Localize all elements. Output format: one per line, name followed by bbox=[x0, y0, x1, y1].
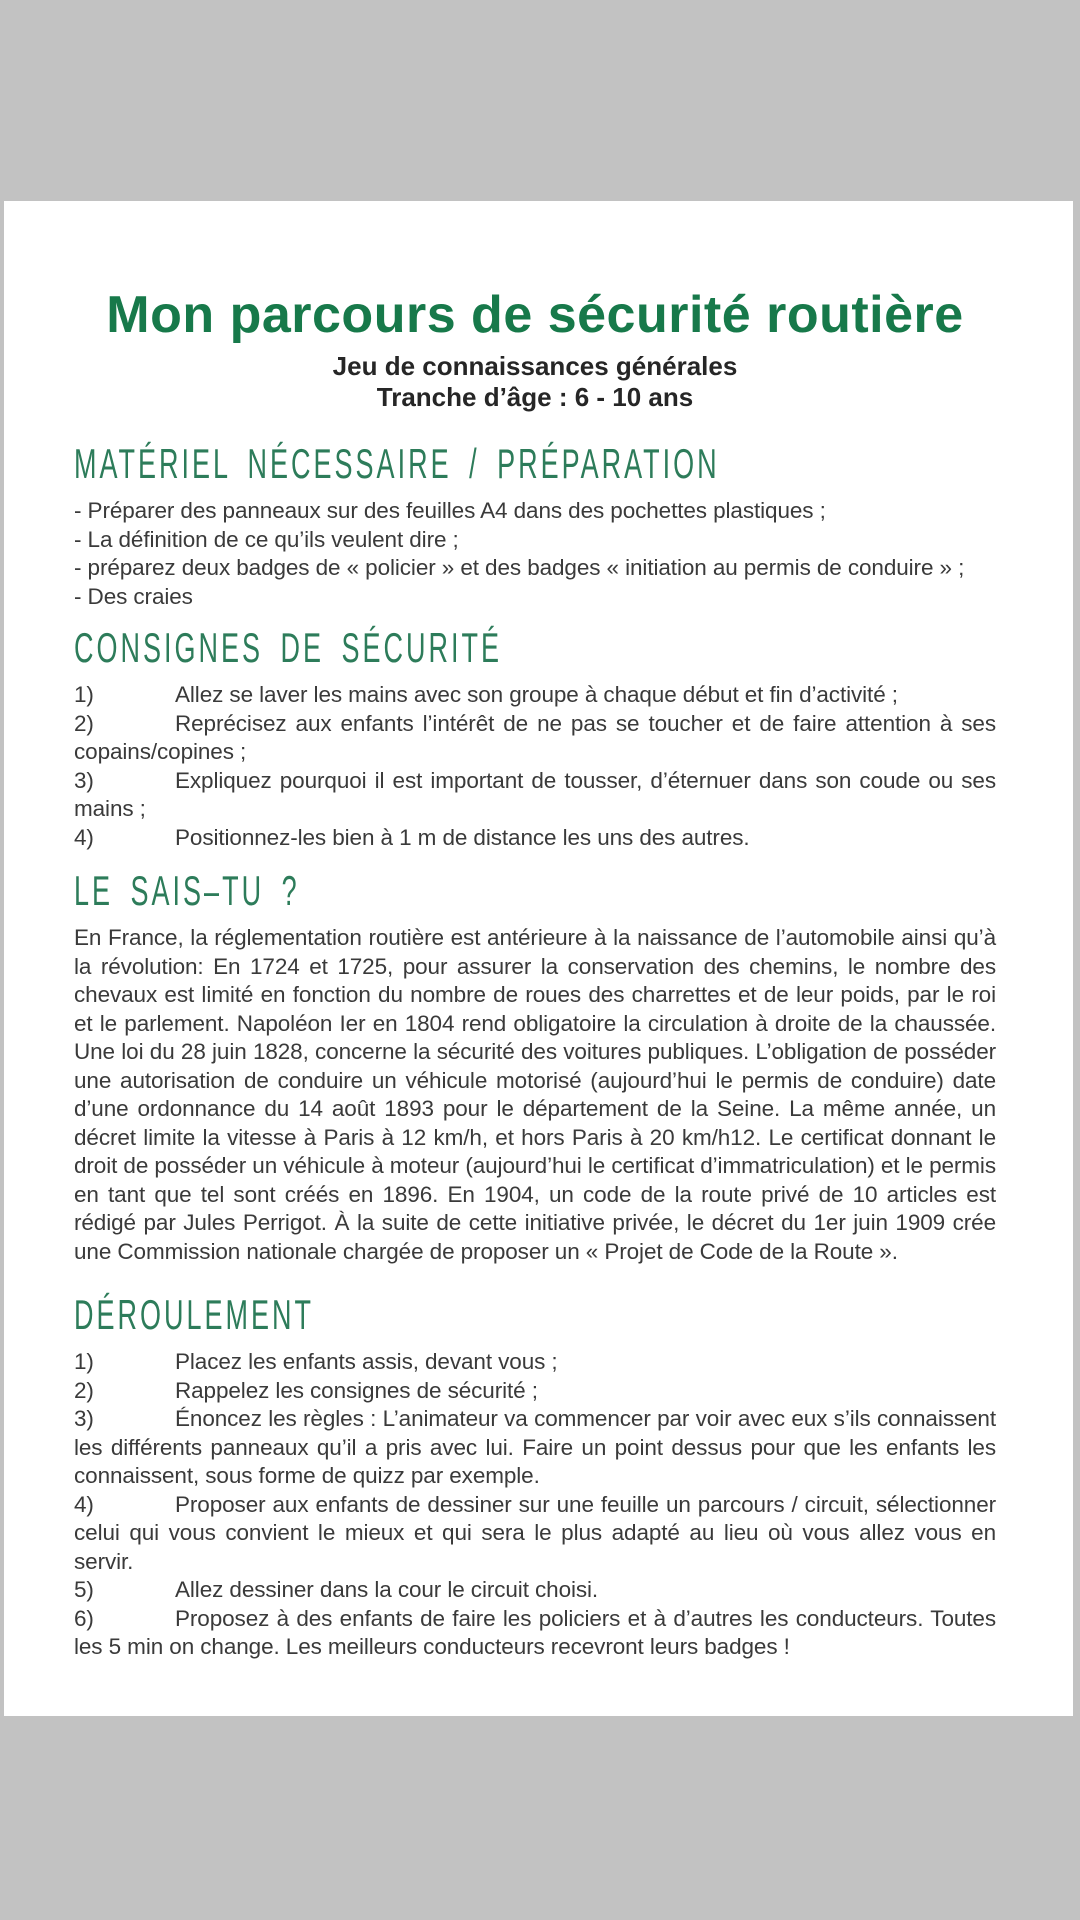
numbered-item bbox=[74, 1605, 996, 1662]
section-heading-consignes bbox=[74, 624, 996, 675]
subtitle-line-1: Jeu de connaissances générales bbox=[332, 351, 738, 381]
item-text: Allez se laver les mains avec son groupe à chaque début et fin d’activité ; bbox=[175, 682, 898, 707]
item-text: Reprécisez aux enfants l’intérêt de ne pas se toucher et de faire attention à ses copains/copines ; bbox=[74, 710, 996, 764]
item-text: Expliquez pourquoi il est important de tousser, d’éternuer dans son coude ou ses mains ; bbox=[74, 767, 996, 821]
section-le-sais-tu bbox=[74, 867, 996, 1266]
item-number: 6) bbox=[74, 1605, 94, 1631]
item-number: 2) bbox=[74, 710, 94, 736]
item-text: Rappelez les consignes de sécurité ; bbox=[175, 1377, 538, 1403]
section-deroulement bbox=[74, 1291, 996, 1662]
item-text: Proposez à des enfants de faire les policiers et à d’autres les conducteurs. Toutes les 5 min on change. Les meilleurs conducteurs recevront leurs badges ! bbox=[74, 1605, 996, 1659]
item-number: 4) bbox=[74, 1491, 94, 1517]
section-heading-text: LE SAIS–TU ? bbox=[74, 867, 300, 915]
item-number: 2) bbox=[74, 1377, 94, 1403]
section-materiel bbox=[74, 440, 996, 611]
subtitle-line-2: Tranche d’âge : 6 - 10 ans bbox=[376, 382, 694, 412]
item-text: Positionnez-les bien à 1 m de distance les uns des autres. bbox=[175, 824, 750, 850]
page-title: Mon parcours de sécurité routière bbox=[106, 286, 964, 344]
numbered-item bbox=[74, 767, 996, 824]
item-number: 5) bbox=[74, 1577, 94, 1602]
numbered-item bbox=[74, 1377, 996, 1406]
numbered-item bbox=[74, 824, 996, 853]
section-heading-le-sais-tu bbox=[74, 867, 996, 918]
numbered-item bbox=[74, 1491, 996, 1577]
item-number: 1) bbox=[74, 682, 94, 707]
bullet-line: - La définition de ce qu’ils veulent dire ; bbox=[74, 526, 459, 552]
document-body bbox=[74, 440, 996, 1662]
item-text: Allez dessiner dans la cour le circuit choisi. bbox=[175, 1577, 599, 1602]
item-number: 4) bbox=[74, 824, 94, 850]
section-heading-deroulement bbox=[74, 1291, 996, 1342]
bullet-line: - Préparer des panneaux sur des feuilles A4 dans des pochettes plastiques ; bbox=[74, 498, 826, 523]
numbered-item bbox=[74, 681, 996, 710]
item-text: Placez les enfants assis, devant vous ; bbox=[175, 1349, 558, 1374]
item-number: 3) bbox=[74, 1406, 94, 1431]
numbered-item bbox=[74, 1348, 996, 1377]
document-page bbox=[4, 201, 1073, 1716]
section-heading-text: CONSIGNES DE SÉCURITÉ bbox=[74, 624, 503, 672]
numbered-item bbox=[74, 710, 996, 767]
numbered-item bbox=[74, 1576, 996, 1605]
section-paragraph: En France, la réglementation routière est antérieure à la naissance de l’automobile ainsi qu’à la révolution: En 1724 et 1725, pour assurer la conservation des chemins, le nombre des chevaux est limité en fonction du nombre de roues des charrettes et de leur poids, par le roi et le parlement. Napoléon Ier en 1804 rend obligatoire la circulation à droite de la chaussée. Une loi du 28 juin 1828, concerne la sécurité des voitures publiques. L’obligation de posséder une autorisation de conduire un véhicule motorisé (aujourd’hui le permis de conduire) date d’une ordonnance du 14 août 1893 pour le département de la Seine. La même année, un décret limite la vitesse à Paris à 12 km/h, et hors Paris à 20 km/h12. Le certificat donnant le droit de posséder un véhicule à moteur (aujourd’hui le certificat d’immatriculation) et le permis en tant que tel sont créés en 1896. En 1904, un code de la route privé de 10 articles est rédigé par Jules Perrigot. À la suite de cette initiative privée, le décret du 1er juin 1909 crée une Commission nationale chargée de proposer un « Projet de Code de la Route ». bbox=[74, 925, 996, 1264]
item-number: 1) bbox=[74, 1349, 94, 1374]
item-text: Proposer aux enfants de dessiner sur une feuille un parcours / circuit, sélectionner celui qui vous convient le mieux et qui sera le plus adapté au lieu où vous allez vous en servir. bbox=[74, 1491, 996, 1574]
numbered-item bbox=[74, 1405, 996, 1491]
item-number: 3) bbox=[74, 767, 94, 793]
item-text: Énoncez les règles : L’animateur va commencer par voir avec eux s’ils connaissent les différents panneaux qu’il a pris avec lui. Faire un point dessus pour que les enfants les connaissent, sous forme de quizz par exemple. bbox=[74, 1406, 996, 1488]
bullet-line: - préparez deux badges de « policier » et des badges « initiation au permis de conduire » ; bbox=[74, 555, 965, 580]
bullet-line: - Des craies bbox=[74, 583, 193, 609]
section-consignes bbox=[74, 624, 996, 852]
section-heading-text: MATÉRIEL NÉCESSAIRE / PRÉPARATION bbox=[74, 440, 720, 488]
section-heading-materiel bbox=[74, 440, 996, 491]
document-header bbox=[74, 287, 996, 413]
section-heading-text: DÉROULEMENT bbox=[74, 1291, 315, 1339]
